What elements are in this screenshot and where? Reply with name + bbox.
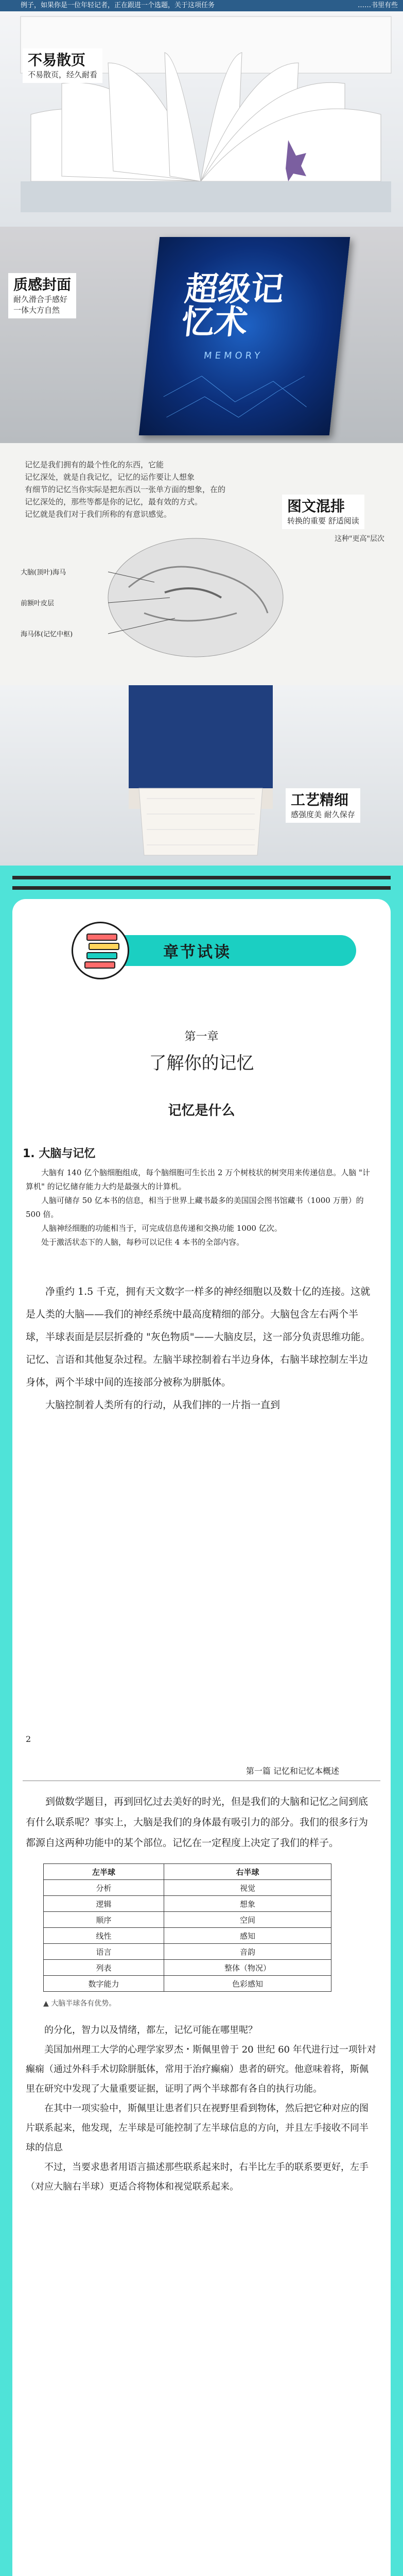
brain-label: 大脑(顶叶)海马 bbox=[21, 569, 66, 577]
table-cell: 列表 bbox=[44, 1960, 164, 1976]
table-row bbox=[44, 1928, 331, 1944]
table-cell: 音韵 bbox=[164, 1944, 331, 1960]
table-note: ▲ 大脑半球各有优势。 bbox=[43, 1999, 116, 2008]
feature-sub: 耐久滑合手感好 bbox=[13, 295, 68, 304]
spread-line: 有细节的记忆当你实际是把东西以一张单方面的想象，在的 bbox=[25, 485, 226, 494]
feature-right-note: 这种"更高"层次 bbox=[335, 535, 384, 543]
table-cell: 色彩感知 bbox=[164, 1976, 331, 1992]
body-paragraph: 的分化，智力以及情绪，都左，记忆可能在哪里呢？ bbox=[44, 2025, 257, 2036]
spread-line: 记忆深处，就是自我记忆，记忆的运作要让人想象 bbox=[25, 472, 195, 482]
chapter-preview-card bbox=[12, 899, 391, 2576]
table-cell: 线性 bbox=[44, 1928, 164, 1944]
feature-caption-4 bbox=[286, 788, 360, 823]
body-paragraph: 到做数学题目，再到回忆过去美好的时光，但是我们的大脑和记忆之间到底有什么联系呢？事实上，大脑是我们的身体最有吸引力的部分。我们的很多行为都源自这两种功能中的某个部位。记忆在一定程度上决定了我们的样子。 bbox=[26, 1796, 369, 1849]
body-paragraph: 大脑有 140 亿个脑细胞组成，每个脑细胞可生长出 2 万个树枝状的树突用来传递信息。人脑 "计算机" 的记忆储存能力大约是最强大的计算机。 bbox=[26, 1168, 370, 1191]
body-paragraph: 人脑可储存 50 亿本书的信息，相当于世界上藏书最多的美国国会图书馆藏书（1000 万册）的 500 倍。 bbox=[26, 1196, 364, 1219]
section-subtitle: 记忆是什么 bbox=[168, 1103, 235, 1118]
brain-label: 前额叶皮层 bbox=[21, 600, 55, 607]
table-cell: 顺序 bbox=[44, 1912, 164, 1928]
table-cell: 语言 bbox=[44, 1944, 164, 1960]
table-row bbox=[44, 1944, 331, 1960]
body-paragraph: 人脑神经细胞的功能相当于，可完成信息传递和交换功能 1000 亿次。 bbox=[41, 1224, 282, 1233]
top-right-text: ……书里有些 bbox=[357, 2, 398, 9]
table-cell: 分析 bbox=[44, 1880, 164, 1896]
body-paragraph: 大脑控制着人类所有的行动，从我们摔的一片指一直到 bbox=[45, 1399, 281, 1411]
spread-photo bbox=[0, 443, 403, 685]
fanned-pages-illustration bbox=[0, 11, 403, 227]
feature-title: 不易散页 bbox=[28, 52, 86, 69]
book-cover bbox=[139, 237, 350, 435]
feature-caption-2 bbox=[8, 273, 76, 318]
table-cell: 空间 bbox=[164, 1912, 331, 1928]
top-text-strip bbox=[0, 0, 403, 11]
cover-network-art bbox=[155, 366, 316, 428]
body-paragraph: 净重约 1.5 千克，拥有天文数字一样多的神经细胞以及数十亿的连接。这就是人类的大脑——我们的神经系统中最高度精细的部分。大脑包含左右两个半球，半球表面是层层折叠的 "灰色物质"——大脑皮层，这一部分负责思维功能。记忆、言语和其他复杂过程。左脑半球控制着右半边身体，右脑半球控制左半边身体，两个半球中间的连接部分被称为胼胝体。 bbox=[26, 1286, 371, 1388]
product-photo-section bbox=[0, 0, 403, 866]
books-icon bbox=[72, 922, 129, 979]
brain-diagram bbox=[41, 526, 309, 680]
divider-bar bbox=[12, 876, 391, 879]
feature-sub: 不易散页，经久耐看 bbox=[28, 70, 98, 79]
body-paragraph: 不过，当要求患者用语言描述那些联系起来时，右半比左手的联系要更好，左手（对应大脑右半球）更适合将物体和视觉联系起来。 bbox=[26, 2162, 369, 2192]
section-title: 章节试读 bbox=[163, 943, 231, 961]
spread-line: 记忆深处的，那些等都是你的记忆，最有效的方式。 bbox=[25, 497, 203, 506]
table-row bbox=[44, 1976, 331, 1992]
table-cell: 数字能力 bbox=[44, 1976, 164, 1992]
body-paragraph: 在其中一项实验中，斯佩里让患者们只在视野里看到物体，然后把它种对应的图片联系起来，他发现，左半球是可能控制了左半球信息的方向，并且左手接收不同半球的信息 bbox=[26, 2103, 369, 2153]
feature-sub: 一体大方自然 bbox=[13, 306, 60, 315]
cover-photo bbox=[0, 227, 403, 443]
binding-photo bbox=[0, 685, 403, 866]
divider-bar bbox=[12, 886, 391, 890]
body-paragraph: 美国加州理工大学的心理学家罗杰・斯佩里曾于 20 世纪 60 年代进行过一项针对癫痫（通过外科手术切除胼胝体，常用于治疗癫痫）患者的研究。他意味着将，斯佩里在研究中发现了大量重要证据，证明了两个半球都有各自的执行功能。 bbox=[26, 2044, 376, 2094]
table-row bbox=[44, 1912, 331, 1928]
fanned-pages-photo bbox=[0, 11, 403, 227]
feature-caption-3 bbox=[282, 495, 364, 529]
cover-subtitle: MEMORY bbox=[203, 350, 264, 361]
feature-sub: 感强度美 耐久保存 bbox=[291, 810, 355, 819]
table-cell: 想象 bbox=[164, 1896, 331, 1912]
table-row bbox=[44, 1880, 331, 1896]
binding-illustration bbox=[0, 685, 403, 866]
chapter-number: 第一章 bbox=[184, 1030, 219, 1043]
body-paragraph: 处于激活状态下的人脑，每秒可以记住 4 本书的全部内容。 bbox=[41, 1238, 244, 1247]
feature-sub: 转换的重要 舒适阅读 bbox=[287, 516, 359, 526]
section-heading: 1. 大脑与记忆 bbox=[23, 1147, 96, 1160]
table-cell: 视觉 bbox=[164, 1880, 331, 1896]
preview-page-2 bbox=[12, 1765, 391, 2576]
feature-caption-1 bbox=[23, 48, 102, 83]
chapter-title: 了解你的记忆 bbox=[149, 1053, 254, 1074]
hemisphere-table bbox=[43, 1863, 331, 1992]
feature-title: 图文混排 bbox=[287, 498, 345, 515]
table-cell: 逻辑 bbox=[44, 1896, 164, 1912]
table-row bbox=[44, 1896, 331, 1912]
brain-label: 海马体(记忆中枢) bbox=[21, 631, 73, 638]
page-number: 2 bbox=[26, 1734, 31, 1744]
table-cell: 感知 bbox=[164, 1928, 331, 1944]
cover-title: 超级记忆术 bbox=[179, 270, 286, 342]
table-header: 左半球 bbox=[44, 1864, 164, 1880]
top-text: 例子，如果你是一位年轻记者，正在跟进一个选题，关于这项任务 bbox=[21, 2, 215, 9]
preview-page-1 bbox=[12, 1012, 391, 1759]
spread-line: 记忆是我们拥有的最个性化的东西，它能 bbox=[25, 460, 164, 469]
feature-title: 工艺精细 bbox=[291, 791, 349, 808]
spread-line: 记忆就是我们对于我们所称的有意识感觉。 bbox=[25, 510, 172, 519]
table-row bbox=[44, 1960, 331, 1976]
running-head: 第一篇 记忆和记忆本概述 bbox=[23, 1765, 380, 1781]
table-cell: 整体（物况） bbox=[164, 1960, 331, 1976]
table-header: 右半球 bbox=[164, 1864, 331, 1880]
feature-title: 质感封面 bbox=[13, 276, 72, 293]
